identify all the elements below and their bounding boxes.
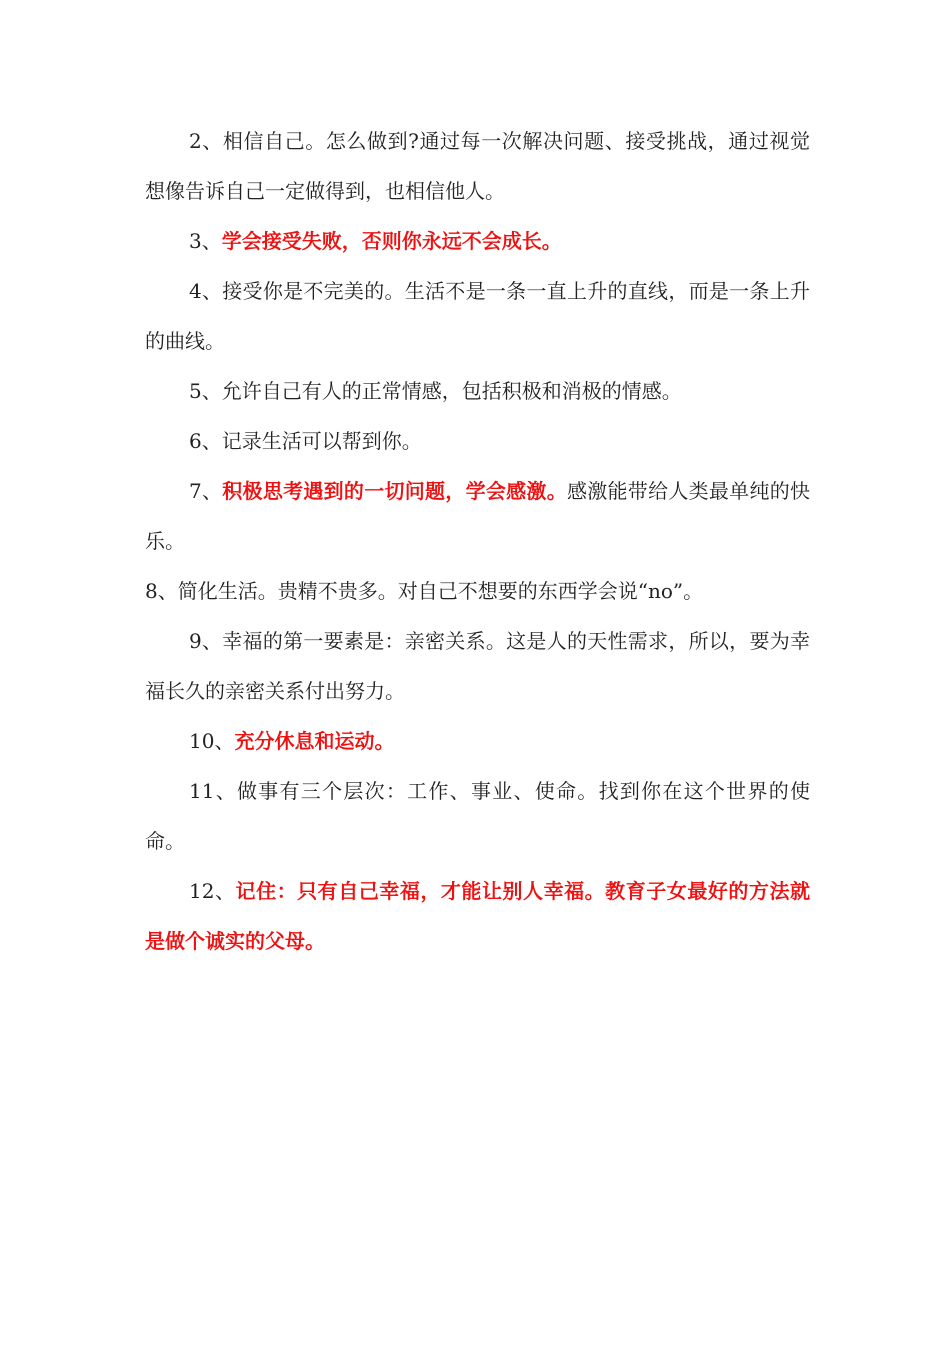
paragraph-11 — [145, 766, 810, 866]
paragraph-4 — [145, 266, 810, 366]
paragraph-text: 8、简化生活。贵精不贵多。对自己不想要的东西学会说“no”。 — [145, 579, 704, 603]
paragraph-text: 6、记录生活可以帮到你。 — [189, 429, 422, 453]
paragraph-text: 4、接受你是不完美的。生活不是一条一直上升的直线，而是一条上升的曲线。 — [145, 279, 810, 353]
emphasis-text: 充分休息和运动。 — [234, 729, 395, 753]
emphasis-text: 积极思考遇到的一切问题，学会感激。 — [222, 479, 567, 503]
paragraph-8 — [145, 566, 810, 616]
paragraph-3 — [145, 216, 810, 266]
paragraph-number: 7、 — [189, 479, 223, 503]
paragraph-text: 11、做事有三个层次：工作、事业、使命。找到你在这个世界的使命。 — [145, 779, 810, 853]
paragraph-12 — [145, 866, 810, 966]
paragraph-7 — [145, 466, 810, 566]
paragraph-5 — [145, 366, 810, 416]
paragraph-text: 9、幸福的第一要素是：亲密关系。这是人的天性需求，所以，要为幸福长久的亲密关系付出努力。 — [145, 629, 810, 703]
paragraph-text: 感激能带给人类最单纯的快乐。 — [145, 479, 810, 553]
paragraph-number: 3、 — [189, 229, 222, 253]
paragraph-10 — [145, 716, 810, 766]
emphasis-text: 学会接受失败，否则你永远不会成长。 — [221, 229, 562, 253]
paragraph-number: 10、 — [189, 729, 235, 753]
paragraph-text: 2、相信自己。怎么做到?通过每一次解决问题、接受挑战，通过视觉想像告诉自己一定做得到，也相信他人。 — [145, 129, 810, 203]
paragraph-number: 12、 — [189, 879, 236, 903]
emphasis-text: 记住：只有自己幸福，才能让别人幸福。教育子女最好的方法就是做个诚实的父母。 — [145, 879, 811, 953]
paragraph-6 — [145, 416, 810, 466]
document-body — [145, 116, 810, 966]
paragraph-9 — [145, 616, 810, 716]
paragraph-2 — [145, 116, 810, 216]
paragraph-text: 5、允许自己有人的正常情感，包括积极和消极的情感。 — [189, 379, 682, 403]
